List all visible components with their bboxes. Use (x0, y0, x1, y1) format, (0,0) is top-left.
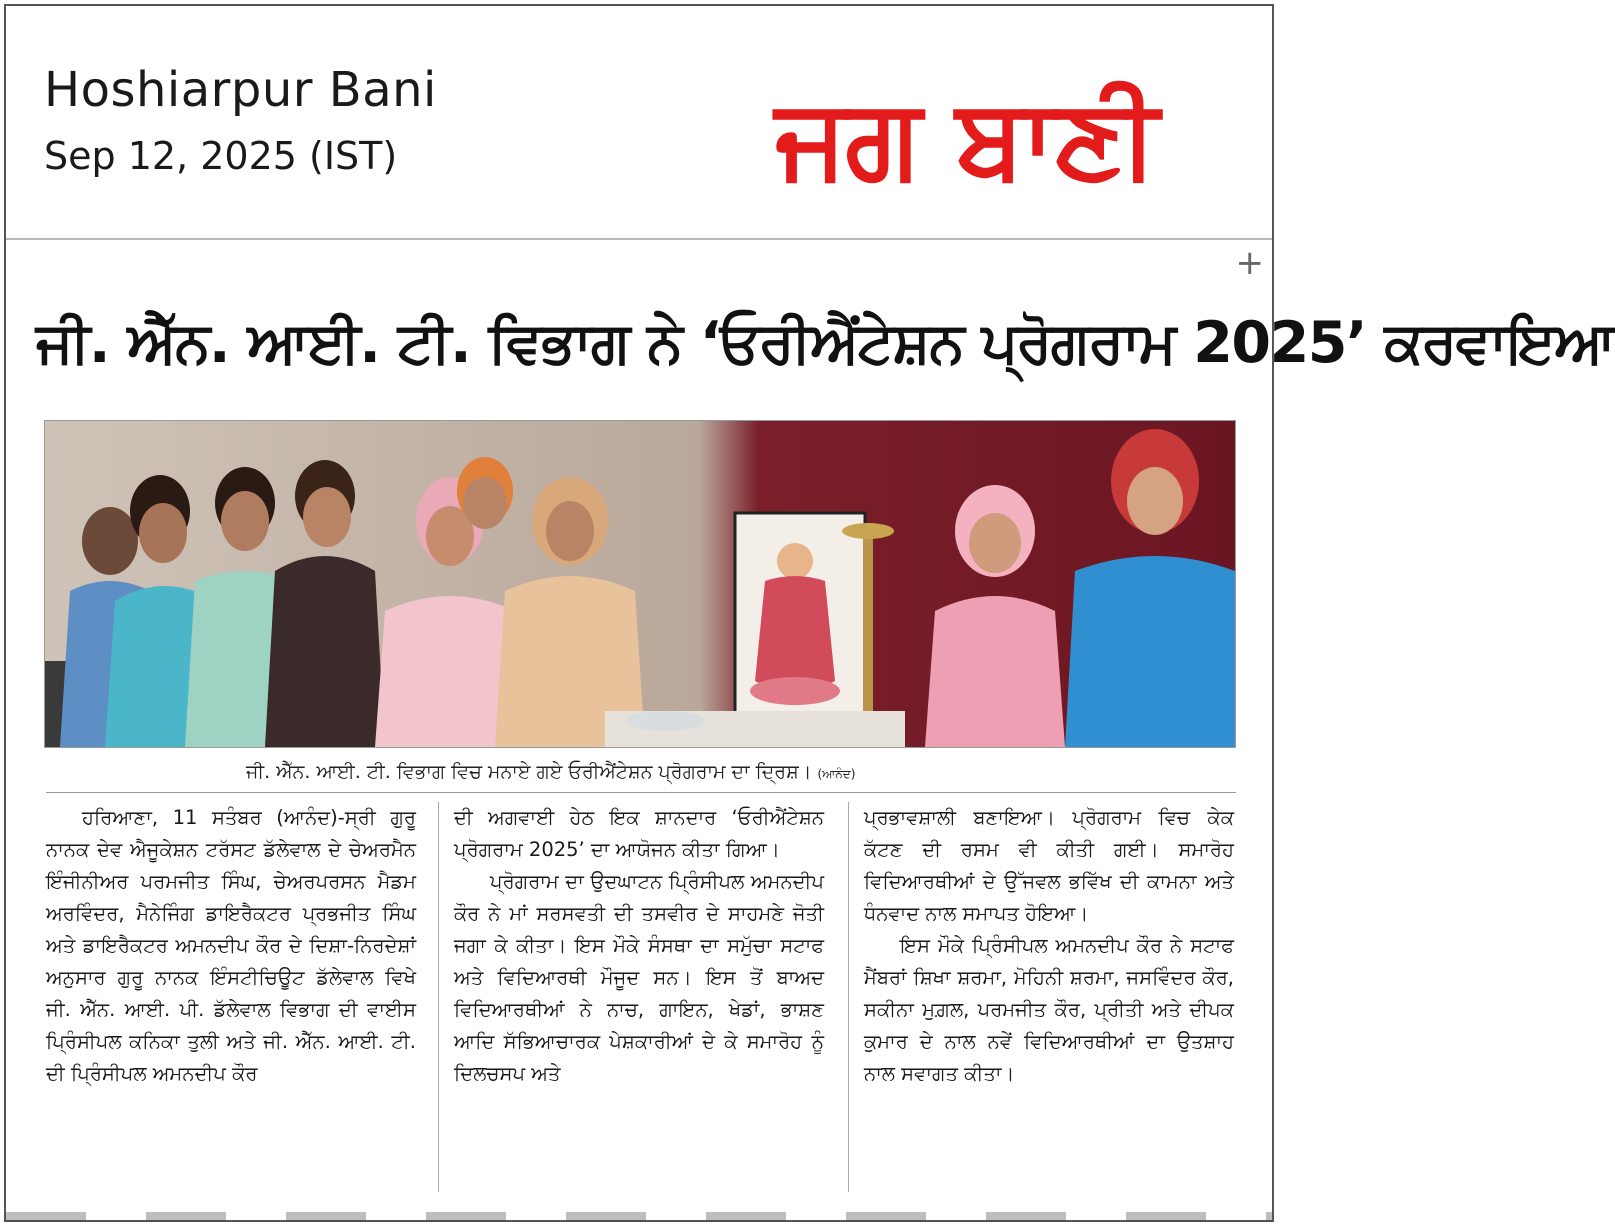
newspaper-logo: ਜਗ ਬਾਣੀ (775, 74, 1157, 202)
photo-caption (246, 761, 1046, 783)
publication-date: Sep 12, 2025 (IST) (44, 134, 398, 178)
article-headline: ਜੀ. ਐੱਨ. ਆਈ. ਟੀ. ਵਿਭਾਗ ਨੇ ‘ਓਰੀਐਂਟੇਸ਼ਨ ਪ੍ਰੋਗਰਾਮ 2025’ ਕਰਵਾਇਆ (36, 310, 1615, 376)
article-photo (44, 420, 1236, 748)
column-1-paragraph-1: ਹਰਿਆਣਾ, 11 ਸਤੰਬਰ (ਆਨੰਦ)-ਸ੍ਰੀ ਗੁਰੂ ਨਾਨਕ ਦੇਵ ਐਜੂਕੇਸ਼ਨ ਟਰੱਸਟ ਡੱਲੇਵਾਲ ਦੇ ਚੇਅਰਮੈਨ ਇੰਜੀਨੀਅਰ ਪਰਮਜੀਤ ਸਿੰਘ, ਚੇਅਰਪਰਸਨ ਮੈਡਮ ਅਰਵਿੰਦਰ, ਮੈਨੇਜਿੰਗ ਡਾਇਰੈਕਟਰ ਪ੍ਰਭਜੀਤ ਸਿੰਘ ਅਤੇ ਡਾਇਰੈਕਟਰ ਅਮਨਦੀਪ ਕੌਰ ਦੇ ਦਿਸ਼ਾ-ਨਿਰਦੇਸ਼ਾਂ ਅਨੁਸਾਰ ਗੁਰੂ ਨਾਨਕ ਇੰਸਟੀਚਿਊਟ ਡੱਲੇਵਾਲ ਵਿਖੇ ਜੀ. ਐੱਨ. ਆਈ. ਪੀ. ਡੱਲੇਵਾਲ ਵਿਭਾਗ ਦੀ ਵਾਈਸ ਪ੍ਰਿੰਸੀਪਲ ਕਨਿਕਾ ਤੁਲੀ ਅਤੇ ਜੀ. ਐੱਨ. ਆਈ. ਟੀ. ਦੀ ਪ੍ਰਿੰਸੀਪਲ ਅਮਨਦੀਪ ਕੌਰ (46, 806, 416, 1085)
column-divider (848, 802, 849, 1192)
masthead (6, 6, 1272, 240)
edition-name: Hoshiarpur Bani (44, 62, 437, 118)
column-3-paragraph-2: ਇਸ ਮੌਕੇ ਪ੍ਰਿੰਸੀਪਲ ਅਮਨਦੀਪ ਕੌਰ ਨੇ ਸਟਾਫ ਮੈਂਬਰਾਂ ਸ਼ਿਖਾ ਸ਼ਰਮਾ, ਮੋਹਿਨੀ ਸ਼ਰਮਾ, ਜਸਵਿੰਦਰ ਕੌਰ, ਸਕੀਨਾ ਮੁਗ਼ਲ, ਪਰਮਜੀਤ ਕੌਰ, ਪ੍ਰੀਤੀ ਅਤੇ ਦੀਪਕ ਕੁਮਾਰ ਦੇ ਨਾਲ ਨਵੇਂ ਵਿਦਿਆਰਥੀਆਂ ਦਾ ਉਤਸ਼ਾਹ ਨਾਲ ਸਵਾਗਤ ਕੀਤਾ। (864, 934, 1234, 1085)
caption-credit: (ਆਨੰਦ) (817, 767, 856, 781)
caption-divider (46, 792, 1236, 793)
newspaper-clipping (4, 4, 1615, 1222)
column-3-paragraph-1: ਪ੍ਰਭਾਵਸ਼ਾਲੀ ਬਣਾਇਆ। ਪ੍ਰੋਗਰਾਮ ਵਿਚ ਕੇਕ ਕੱਟਣ ਦੀ ਰਸਮ ਵੀ ਕੀਤੀ ਗਈ। ਸਮਾਰੋਹ ਵਿਦਿਆਰਥੀਆਂ ਦੇ ਉੱਜਵਲ ਭਵਿੱਖ ਦੀ ਕਾਮਨਾ ਅਤੇ ਧੰਨਵਾਦ ਨਾਲ ਸਮਾਪਤ ਹੋਇਆ। (864, 806, 1234, 925)
plus-icon[interactable]: + (1235, 243, 1264, 283)
article-column-2 (454, 802, 824, 1202)
caption-text: ਜੀ. ਐੱਨ. ਆਈ. ਟੀ. ਵਿਭਾਗ ਵਿਚ ਮਨਾਏ ਗਏ ਓਰੀਐਂਟੇਸ਼ਨ ਪ੍ਰੋਗਰਾਮ ਦਾ ਦ੍ਰਿਸ਼। (246, 761, 812, 783)
cropped-next-article (6, 1212, 1272, 1222)
group-photo-illustration (45, 421, 1235, 747)
column-2-paragraph-1: ਦੀ ਅਗਵਾਈ ਹੇਠ ਇਕ ਸ਼ਾਨਦਾਰ ‘ਓਰੀਐਂਟੇਸ਼ਨ ਪ੍ਰੋਗਰਾਮ 2025’ ਦਾ ਆਯੋਜਨ ਕੀਤਾ ਗਿਆ। (454, 806, 824, 861)
article-column-3 (864, 802, 1234, 1202)
column-divider (438, 802, 439, 1192)
article-column-1 (46, 802, 416, 1202)
column-2-paragraph-2: ਪ੍ਰੋਗਰਾਮ ਦਾ ਉਦਘਾਟਨ ਪ੍ਰਿੰਸੀਪਲ ਅਮਨਦੀਪ ਕੌਰ ਨੇ ਮਾਂ ਸਰਸਵਤੀ ਦੀ ਤਸਵੀਰ ਦੇ ਸਾਹਮਣੇ ਜੋਤੀ ਜਗਾ ਕੇ ਕੀਤਾ। ਇਸ ਮੌਕੇ ਸੰਸਥਾ ਦਾ ਸਮੁੱਚਾ ਸਟਾਫ ਅਤੇ ਵਿਦਿਆਰਥੀ ਮੌਜੂਦ ਸਨ। ਇਸ ਤੋਂ ਬਾਅਦ ਵਿਦਿਆਰਥੀਆਂ ਨੇ ਨਾਚ, ਗਾਇਨ, ਖੇਡਾਂ, ਭਾਸ਼ਣ ਆਦਿ ਸੱਭਿਆਚਾਰਕ ਪੇਸ਼ਕਾਰੀਆਂ ਦੇ ਕੇ ਸਮਾਰੋਹ ਨੂੰ ਦਿਲਚਸਪ ਅਤੇ (454, 870, 824, 1085)
